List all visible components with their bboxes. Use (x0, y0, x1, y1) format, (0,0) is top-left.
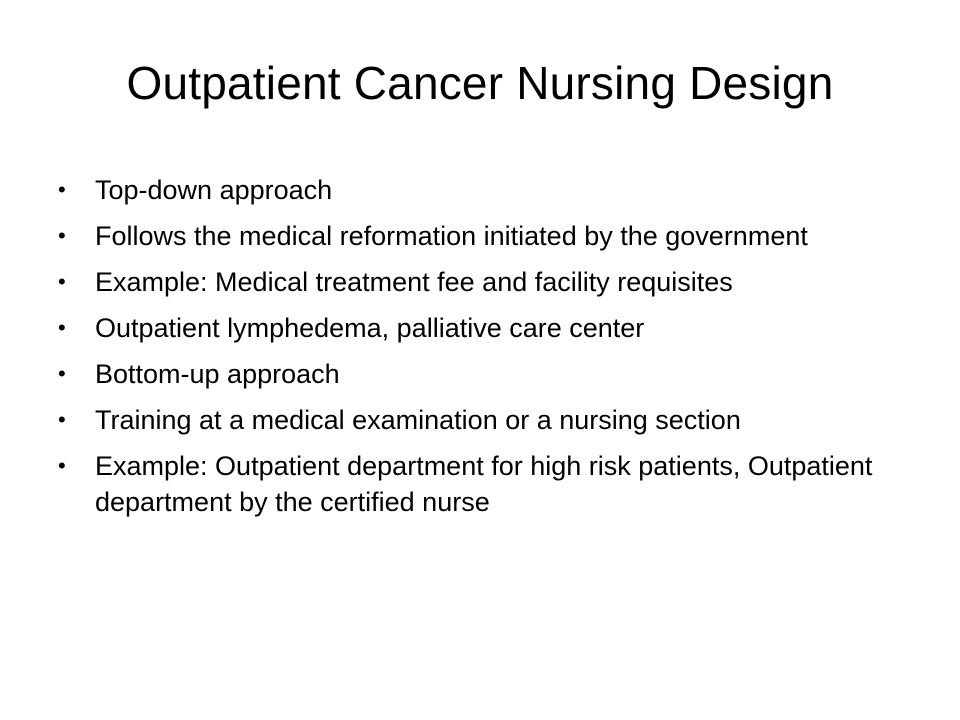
bullet-dot-icon: • (58, 407, 66, 432)
bullet-text: Follows the medical reformation initiated by the government (95, 221, 808, 251)
bullet-text: Example: Outpatient department for high risk patients, Outpatient department by the certified nurse (95, 451, 873, 517)
bullet-item (58, 310, 918, 346)
bullet-dot-icon: • (58, 269, 66, 294)
bullet-item (58, 356, 918, 392)
bullet-text: Example: Medical treatment fee and facility requisites (95, 267, 733, 297)
bullet-text: Bottom-up approach (95, 359, 340, 389)
bullet-text: Training at a medical examination or a nursing section (95, 405, 741, 435)
bullet-item (58, 264, 918, 300)
bullet-item (58, 218, 918, 254)
bullet-dot-icon: • (58, 177, 66, 202)
bullet-list (58, 172, 918, 530)
bullet-dot-icon: • (58, 223, 66, 248)
bullet-text: Outpatient lymphedema, palliative care center (95, 313, 645, 343)
bullet-item (58, 402, 918, 438)
bullet-text: Top-down approach (95, 175, 333, 205)
bullet-item (58, 448, 918, 520)
bullet-item (58, 172, 918, 208)
bullet-dot-icon: • (58, 361, 66, 386)
bullet-dot-icon: • (58, 453, 66, 478)
slide-title: Outpatient Cancer Nursing Design (126, 57, 834, 109)
bullet-dot-icon: • (58, 315, 66, 340)
